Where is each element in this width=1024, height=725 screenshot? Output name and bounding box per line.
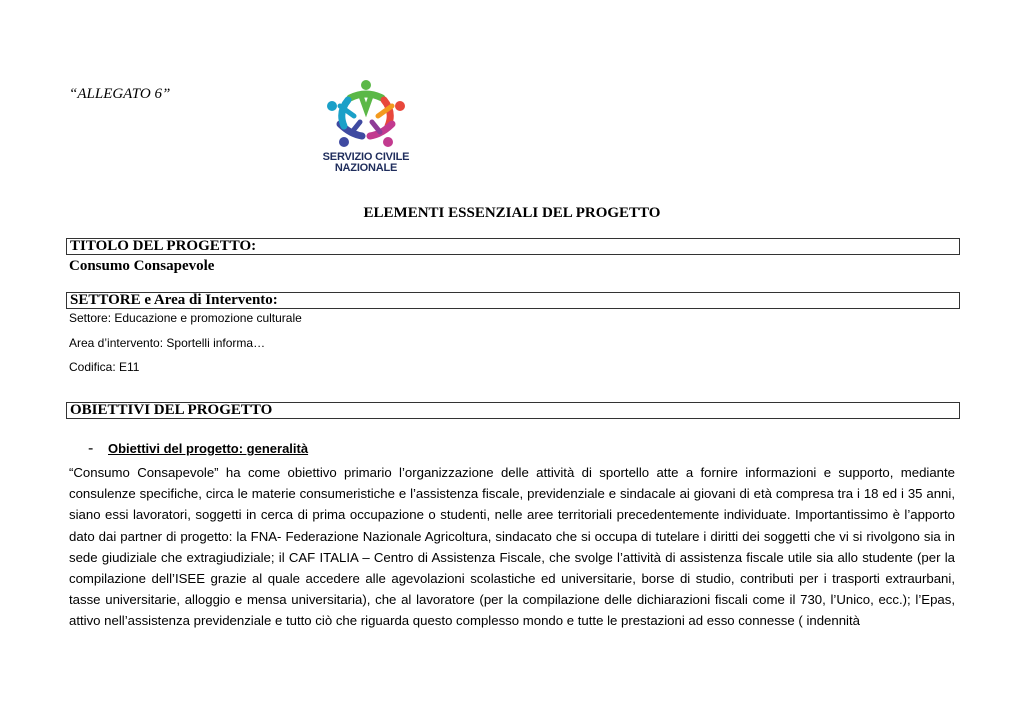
allegato-label: “ALLEGATO 6” <box>69 86 171 102</box>
codifica-line: Codifica: E11 <box>69 360 140 374</box>
titolo-box <box>66 238 960 255</box>
area-line: Area d’intervento: Sportelli informa… <box>69 336 266 350</box>
logo-wordmark <box>314 152 418 174</box>
logo-text-line1: SERVIZIO CIVILE <box>322 151 410 163</box>
servizio-civile-logo <box>314 76 418 180</box>
obiettivi-box <box>66 402 960 419</box>
settore-line: Settore: Educazione e promozione culturale <box>69 311 302 325</box>
bullet-item <box>88 440 308 458</box>
obiettivi-paragraph: “Consumo Consapevole” ha come obiettivo primario l’organizzazione delle attività di sportello atte a fornire informazioni e supporto, mediante consulenze specifiche, circa le materie consumeristiche e l’assistenza fiscale, previdenziale e sindacale ai giovani di età compresa tra i 18 ed i 35 anni, siano essi lavoratori, soggetti in cerca di prima occupazione o studenti, nelle aree territoriali precedentemente individuate. Importantissimo è l’apporto dato dai partner di progetto: la FNA- Federazione Nazionale Agricoltura, sindacato che si occupa di tutelare i diritti dei soggetti che vi si rivolgono sia in sede giudiziale che extragiudiziale; il CAF ITALIA – Centro di Assistenza Fiscale, che svolge l’attività di assistenza fiscale utile sia allo studente (per la compilazione dell’ISEE grazie al quale accedere alle agevolazioni scolastiche ed universitarie, borse di studio, contributi per i trasporti extraurbani, tasse universitarie, alloggio e mensa universitaria), che al lavoratore (per la compilazione delle dichiarazioni fiscali come il 730, l’Unico, ecc.); l’Epas, attivo nell’assistenza previdenziale e tutto ciò che riguarda questo complesso mondo e tutte le prestazioni ad esso connesse ( indennità <box>69 465 955 629</box>
star-people-emblem <box>314 76 418 150</box>
obiettivi-label: OBIETTIVI DEL PROGETTO <box>70 402 273 418</box>
bullet-heading: Obiettivi del progetto: generalità <box>108 441 309 456</box>
logo-text-line2: NAZIONALE <box>334 162 398 174</box>
settore-box <box>66 292 960 309</box>
project-name: Consumo Consapevole <box>69 258 215 274</box>
bullet-dash: - <box>88 440 94 457</box>
settore-label: SETTORE e Area di Intervento: <box>70 292 278 308</box>
titolo-label: TITOLO DEL PROGETTO: <box>70 238 257 254</box>
document-title: ELEMENTI ESSENZIALI DEL PROGETTO <box>363 205 661 221</box>
